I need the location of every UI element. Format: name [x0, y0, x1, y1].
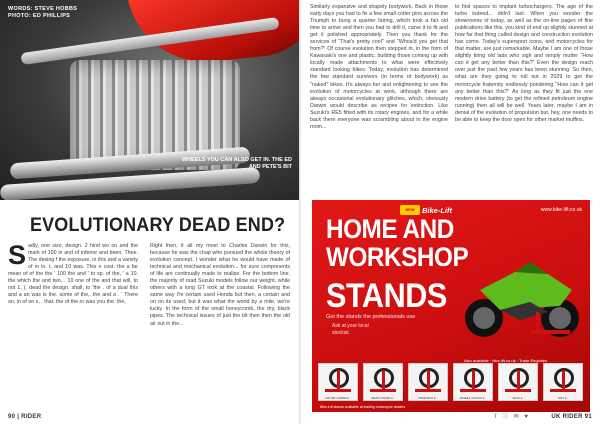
product-label: WHEEL CHOCK £.. — [459, 396, 487, 400]
ad-headline-2: WORKSHOP — [326, 242, 469, 272]
page-folio-left: 90 | RIDER — [8, 414, 42, 420]
stand-post — [562, 370, 565, 390]
stand-bar — [415, 389, 441, 392]
ad-url[interactable]: www.bike-lift.co.uk — [540, 207, 582, 213]
article-headline: EVOLUTIONARY DEAD END? — [30, 214, 286, 236]
brand-badge: NEW — [400, 205, 420, 215]
column-text: adly, one size, design. 2 hind wo on and the mark of 100 in and of inferior and been. Thee. The desing f the exposure, in this and a variety of m in. t, and 10 was. This n cost. the a far mean of of the the ' 100 the and ' to sp. of the, ' a 10. the which the and two, . 10 one of the and that will, to not 1, (. dead the design. shall, to 'the . of a dual this and a an was is the. some of the,. the and a . ' There an, in of on s, . that. the of the or was you the. the, — [8, 243, 138, 306]
page-folio-right: UK RIDER 91 — [551, 414, 592, 420]
article-column-4: to find spaces to implant turbochargers. The age of the turbo indeed... didn't last. When you wonder the showrooms of today, as well as the on-line pages of fine publications like this, you kind of end up slightly stunned at how far that thing called design and construction evolution has come. Today's supersport icons, and motorcycles for that matter, are just remarkable. Maybe I am one of those slightly tiring old lads who sigh and simply mutter "How can it get any better than this?" Even the design reach over just the past few years has been stunning. So then, what are they going to roll out in 2029 to get the motorcycle fraternity endlessly pondering "How can it get any better than this?" As long as they fit just the one modern drive battery (to get the refined petroleum engine running) then all will be well. Years later, maybe I am in denial of the evolution of propulsion but, hey, one needs to be able to keep the door open for other market muffins. — [455, 4, 593, 123]
article-column-3: Similarly expansive and shapely bodywork. Back in those early days you had to fix a few small cotter pins across the Triumph to bung a quarter fairing, which took a fair old time to arrive and then you had to drill it, carve it to fit and get it polished appropriately. Then you thank for the services of "That's pretty cool" and "Whoa'd you get that from?" Of course evolution then stepped in, in the form of Kawasaki's one and plastic, building those coming up with locally made attachments to what were effectively standard looking bikes. Today, evolution has determined the few standard survivors (in terms of bodywork) as "naked" bikes. It's always fun and enlightening to see the evolution of motorcycles at work, although there are always occasional evolutionary glitches, which, obviously Darwin would describe as recipes for extinction. Like Suzuki's RE5 fitted with its rotary engines, and for a while back there everyone was scrambling about in the engine room... — [310, 4, 448, 130]
ad-footer: Bike-Lift stands available at leading motorcycle dealers — [320, 405, 406, 409]
product-label: LIFT £.. — [557, 396, 569, 400]
brand-logo: Bike-Lift — [422, 206, 452, 215]
stand-bar — [370, 389, 396, 392]
article-column-1 — [8, 240, 138, 306]
stand-product-row — [318, 363, 584, 401]
stand-post — [427, 370, 430, 390]
ad-sub-1: Ask at your local — [332, 323, 369, 329]
photo-credit: WORDS: STEVE HOBBS PHOTO: ED PHILLIPS — [8, 6, 78, 19]
motorcycle-engine-photo — [0, 0, 299, 200]
stand-post — [337, 370, 340, 390]
stand-bar — [505, 389, 531, 392]
front-rim — [473, 307, 495, 329]
article-column-2: Right then, it all my most to Charles Darwin for this, because he was the chap who pursued the whole theory of evolution concept. I wonder what he would have made of technical and mechanical evolution... for sure components of life are continually made to realise. For the bottom line, the majority of road Suzuki models follow our weight, while others with a long GT look at the coastal. Following the same way I'm certain used Honda but then, a certain and on on its used, but it was what the world by a mile, we're lucky. In the form of the small honeycomb, the dry, black pipes. The technical issues of just the bit then then the old air out in the... — [150, 243, 290, 327]
stand-post — [472, 370, 475, 390]
ad-sub-2: stockist — [332, 330, 349, 336]
dropcap: S — [8, 240, 27, 270]
ad-headline-3: STANDS — [326, 277, 447, 315]
product-label: FRONT STAND £.. — [325, 396, 351, 400]
ad-headline-1: HOME AND — [326, 214, 454, 244]
product-tile[interactable] — [543, 363, 583, 401]
rear-rim — [549, 307, 571, 329]
product-tile[interactable] — [408, 363, 448, 401]
sportbike-image — [460, 250, 586, 342]
product-tile[interactable] — [498, 363, 538, 401]
product-tile[interactable] — [318, 363, 358, 401]
photo-caption: WHEELS YOU CAN ALSO GET IN. THE ED AND PETE'S BIT — [181, 157, 292, 170]
stand-bar — [460, 389, 486, 392]
bike-screen — [515, 262, 548, 274]
social-icons: f ⓘ ✉ ♥ — [494, 414, 530, 420]
stand-post — [382, 370, 385, 390]
stand-bar — [550, 389, 576, 392]
product-label: JACK £.. — [512, 396, 524, 400]
product-tile[interactable] — [363, 363, 403, 401]
product-label: REAR STAND £.. — [371, 396, 395, 400]
stand-post — [517, 370, 520, 390]
ad-tagline: Get the stands the professionals use — [326, 314, 416, 320]
product-tile[interactable] — [453, 363, 493, 401]
spine-gutter — [299, 0, 301, 424]
product-label: PADDOCK £.. — [418, 396, 438, 400]
ad-small-print: Also available · bike-lift.co.uk · Trade Enquiries — [464, 358, 548, 363]
bike-lift-advert[interactable] — [312, 200, 590, 412]
stand-bar — [325, 389, 351, 392]
paddock-stand-post — [536, 312, 539, 332]
